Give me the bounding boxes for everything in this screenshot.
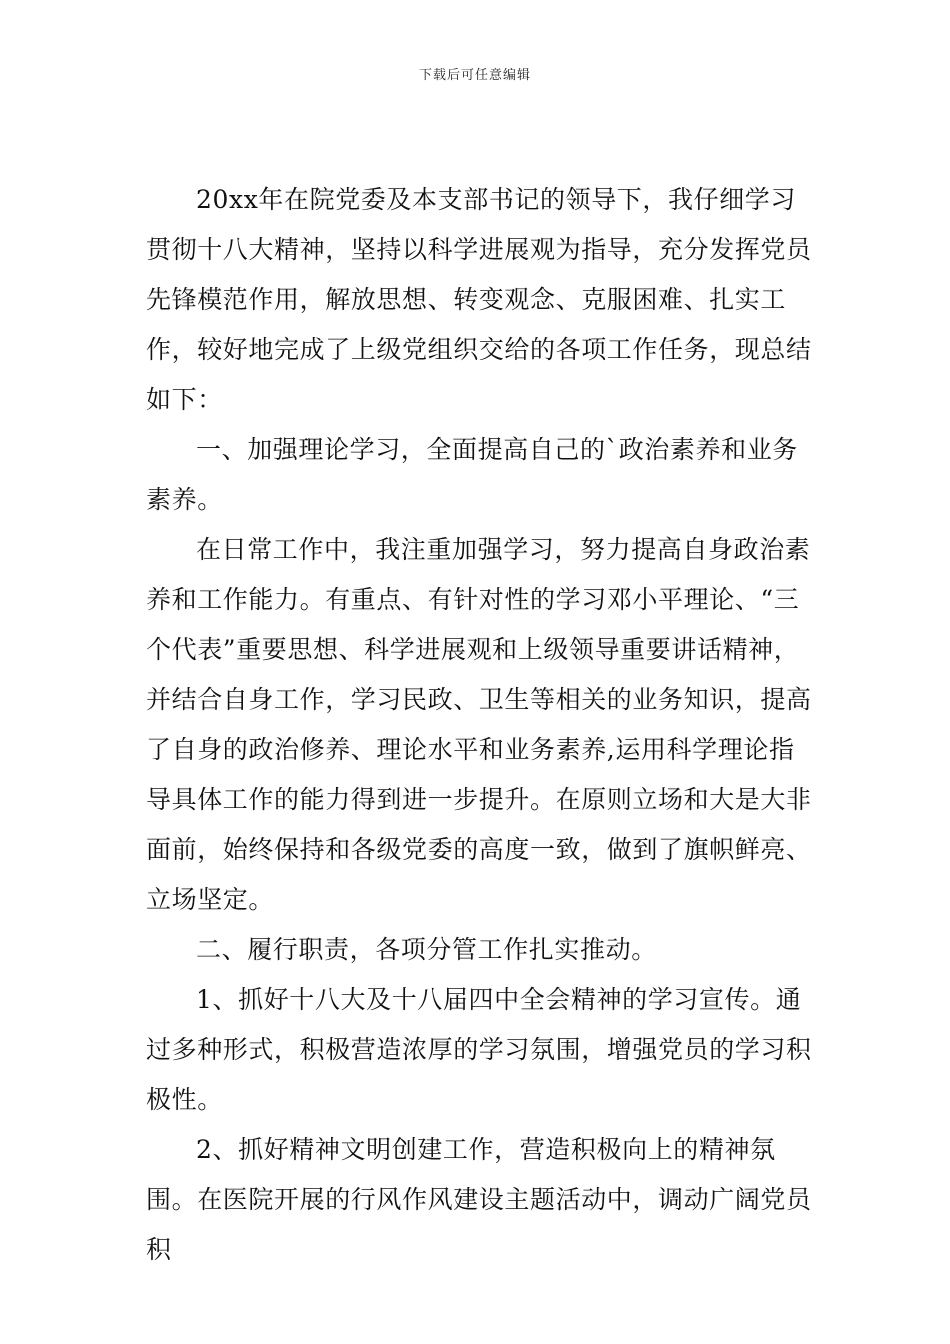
list-item-1: 1、抓好十八大及十八届四中全会精神的学习宣传。通过多种形式，积极营造浓厚的学习氛围，增强党员的学习积极性。 (146, 985, 812, 1114)
paragraph-study: 在日常工作中，我注重加强学习，努力提高自身政治素养和工作能力。有重点、有针对性的学习邓小平理论、“三个代表”重要思想、科学进展观和上级领导重要讲话精神，并结合自身工作，学习民政、卫生等相关的业务知识，提高了自身的政治修养、理论水平和业务素养,运用科学理论指导具体工作的能力得到进一步提升。在原则立场和大是大非面前，始终保持和各级党委的高度一致，做到了旗帜鲜亮、立场坚定。 (146, 535, 812, 914)
document-body (146, 175, 812, 1275)
list-item-2: 2、抓好精神文明创建工作，营造积极向上的精神氛围。在医院开展的行风作风建设主题活动中，调动广阔党员积 (146, 1135, 812, 1264)
paragraph-intro: 20xx年在院党委及本支部书记的领导下，我仔细学习贯彻十八大精神，坚持以科学进展观为指导，充分发挥党员先锋模范作用，解放思想、转变观念、克服困难、扎实工作，较好地完成了上级党组织交给的各项工作任务，现总结如下： (146, 185, 812, 414)
section-heading-1: 一、加强理论学习，全面提高自己的`政治素养和业务素养。 (146, 435, 798, 514)
header-note: 下载后可任意编辑 (418, 68, 531, 83)
section-heading-2: 二、履行职责，各项分管工作扎实推动。 (196, 935, 657, 964)
